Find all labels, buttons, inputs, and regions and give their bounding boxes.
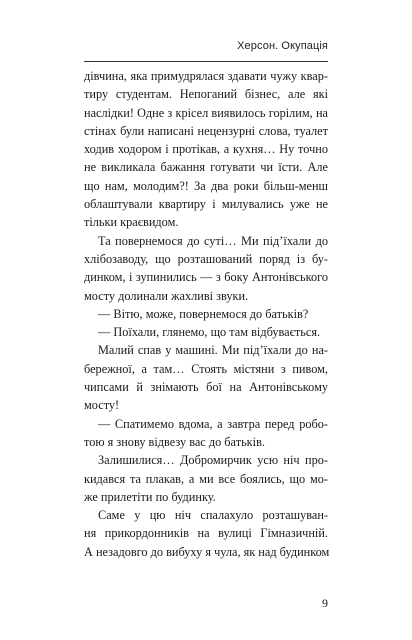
text-line: Та повернемося до суті… Ми під’їхали до <box>98 233 328 248</box>
body-text <box>84 67 328 561</box>
text-line: мосту! <box>84 398 120 413</box>
text-line: ходив ходором і протікав, а кухня… Ну точно <box>84 142 328 157</box>
text-line: же прилетіти по будинку. <box>84 489 216 504</box>
paragraph <box>84 67 328 232</box>
paragraph <box>84 323 328 341</box>
text-line: тою я знову відвезу вас до батьків. <box>84 434 265 449</box>
text-line: мосту долинали жахливі звуки. <box>84 288 249 303</box>
text-line: динком, і зупинились — з боку Антонівського <box>84 270 328 285</box>
page-number: 9 <box>322 596 328 610</box>
text-line: — Спатимемо вдома, а завтра перед робо- <box>98 416 328 431</box>
text-line: А незадовго до вибуху я чула, як над будинком <box>84 544 330 559</box>
text-line: чипсами й знімають бої на Антонівському <box>84 380 328 395</box>
text-line: Залишилися… Добромирчик усю ніч про- <box>98 453 328 468</box>
text-line: не викликала бажання готувати чи їсти. Але <box>84 160 328 175</box>
paragraph <box>84 341 328 414</box>
text-line: кидався та плакав, а ми все боялись, що мо- <box>84 471 328 486</box>
text-line: наслідки! Одне з крісел виявилось горілим, на <box>84 105 328 120</box>
text-line: тільки краєвидом. <box>84 215 179 230</box>
text-line: — Поїхали, глянемо, що там відбувається. <box>98 325 321 340</box>
text-line: облаштували квартиру і милувались уже не <box>84 197 328 212</box>
text-line: Саме у цю ніч спалахуло розташуван- <box>98 508 328 523</box>
text-line: — Вітю, може, повернемося до батьків? <box>98 306 309 321</box>
text-line: тиру студентам. Непоганий бізнес, але які <box>84 87 328 102</box>
text-line: дівчина, яка примудрялася здавати чужу квар- <box>84 69 328 83</box>
text-line: що нам, молодим?! За два роки більш-менш <box>84 178 328 193</box>
text-line: бережної, а там… Стоять містяни з пивом, <box>84 361 328 376</box>
text-line: Малий спав у машині. Ми під’їхали до на- <box>98 343 328 358</box>
paragraph <box>84 305 328 323</box>
text-line: стінах були написані нецензурні слова, туалет <box>84 123 328 138</box>
text-line: хлібозаводу, що розташований поряд із бу- <box>84 251 328 266</box>
paragraph <box>84 415 328 452</box>
paragraph <box>84 451 328 506</box>
paragraph <box>84 506 328 561</box>
header-rule <box>84 61 328 62</box>
text-line: ня прикордонників на вулиці Гімназичній. <box>84 526 328 541</box>
running-head-title: Херсон. Окупація <box>237 40 328 52</box>
paragraph <box>84 232 328 305</box>
